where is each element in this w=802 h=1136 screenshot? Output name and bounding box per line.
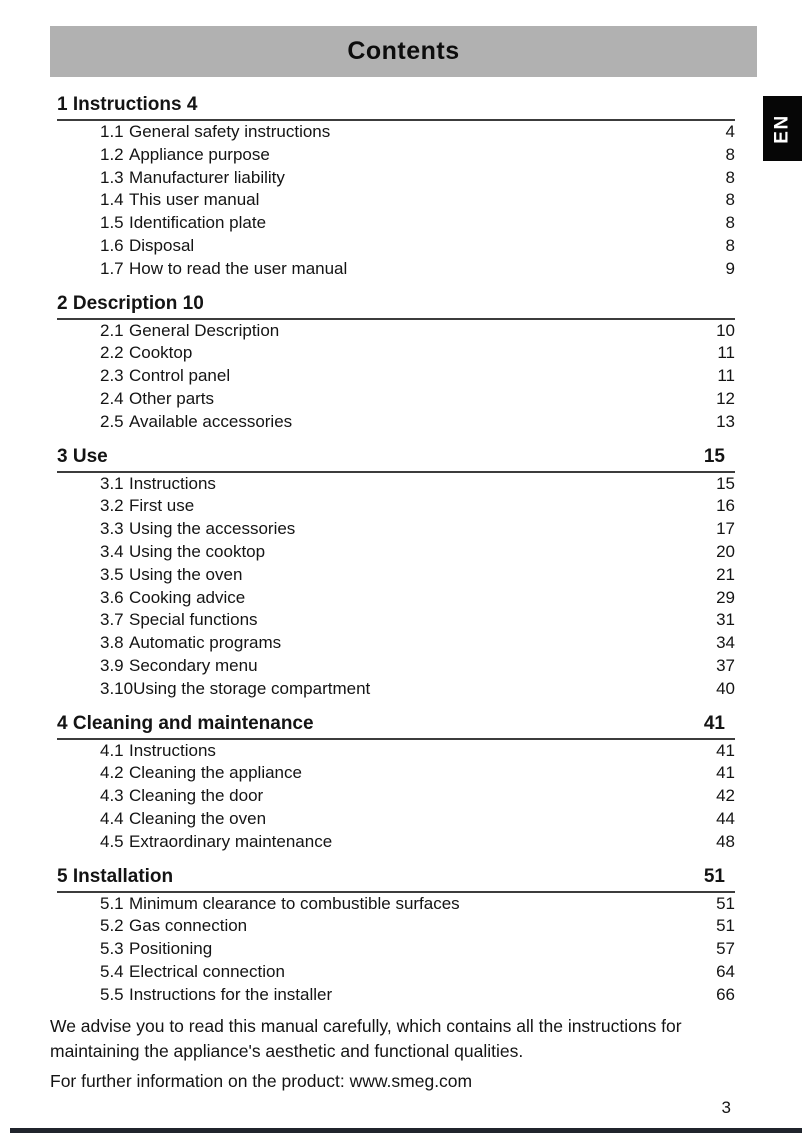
toc-item-number: 2.2 xyxy=(100,343,124,363)
section-heading-page: 41 xyxy=(703,712,725,734)
section-items xyxy=(57,893,735,1007)
section-heading-text: 5 Installation xyxy=(57,865,174,887)
page-number: 3 xyxy=(721,1098,731,1117)
toc-item-label: Special functions xyxy=(129,610,258,630)
toc-item-number: 1.1 xyxy=(100,122,124,141)
toc xyxy=(57,93,735,1007)
toc-item-page: 17 xyxy=(716,519,735,539)
toc-item-number: 3.9 xyxy=(100,655,124,675)
toc-item-number: 1.2 xyxy=(100,144,124,164)
toc-item-label: Manufacturer liability xyxy=(129,167,285,187)
toc-item-number: 4.1 xyxy=(100,740,124,760)
toc-item-page: 66 xyxy=(716,984,735,1004)
toc-item-page: 16 xyxy=(716,496,735,516)
toc-item-label: Control panel xyxy=(129,366,231,386)
toc-item xyxy=(57,342,735,365)
toc-item-number: 5.5 xyxy=(100,984,124,1004)
toc-item-page: 8 xyxy=(725,190,735,210)
toc-item-label: Cleaning the door xyxy=(129,786,264,806)
toc-content xyxy=(50,93,735,1118)
toc-item-label: Using the cooktop xyxy=(129,541,266,561)
bottom-edge-bar xyxy=(10,1128,802,1133)
toc-item-number: 3.4 xyxy=(100,541,124,561)
page-title: Contents xyxy=(347,37,460,65)
toc-item-label: Appliance purpose xyxy=(129,144,270,164)
toc-item xyxy=(57,388,735,411)
toc-item xyxy=(57,808,735,831)
toc-item-label: Available accessories xyxy=(129,411,293,431)
toc-item-label: Cooktop xyxy=(129,343,193,363)
section-items xyxy=(57,473,735,701)
toc-item-number: 3.7 xyxy=(100,610,124,630)
toc-item-number: 4.5 xyxy=(100,831,124,851)
toc-item xyxy=(57,609,735,632)
toc-item xyxy=(57,167,735,190)
toc-item xyxy=(57,564,735,587)
toc-item-number: 5.3 xyxy=(100,939,124,959)
toc-item-label: Automatic programs xyxy=(129,633,282,653)
section-items xyxy=(57,121,735,281)
toc-item-label: Secondary menu xyxy=(129,655,258,675)
footer-info: For further information on the product: www.smeg.com xyxy=(50,1070,473,1091)
toc-item-number: 4.4 xyxy=(100,808,124,828)
toc-item-label: How to read the user manual xyxy=(129,258,348,278)
toc-item-label: Gas connection xyxy=(129,916,248,936)
section-heading xyxy=(57,445,735,473)
toc-item-number: 2.5 xyxy=(100,411,124,431)
toc-section xyxy=(57,292,735,434)
toc-item-label: Instructions xyxy=(129,740,216,760)
toc-item-page: 31 xyxy=(716,610,735,630)
toc-item xyxy=(57,495,735,518)
section-heading-page: 15 xyxy=(703,445,725,467)
section-heading xyxy=(57,292,735,320)
toc-section xyxy=(57,865,735,1007)
toc-item-number: 1.4 xyxy=(100,190,124,210)
section-heading-page: 51 xyxy=(703,865,725,887)
toc-item-page: 48 xyxy=(716,831,735,851)
toc-item xyxy=(57,144,735,167)
toc-item xyxy=(57,655,735,678)
toc-item-page: 57 xyxy=(716,939,735,959)
toc-item-page: 40 xyxy=(716,678,735,698)
toc-item-number: 5.1 xyxy=(100,893,124,913)
toc-item-number: 1.5 xyxy=(100,213,124,233)
language-tab xyxy=(763,96,802,161)
toc-item-number: 3.6 xyxy=(100,587,124,607)
toc-item xyxy=(57,518,735,541)
section-heading-text: 1 Instructions 4 xyxy=(57,94,198,115)
toc-item-number: 3.5 xyxy=(100,564,124,584)
toc-item-page: 64 xyxy=(716,961,735,981)
toc-item-page: 15 xyxy=(716,473,735,493)
toc-item-page: 41 xyxy=(716,763,735,783)
toc-item-number: 3.1 xyxy=(100,473,124,493)
toc-section xyxy=(57,712,735,854)
toc-item-page: 37 xyxy=(716,655,735,675)
toc-item-page: 20 xyxy=(716,541,735,561)
toc-item-number: 5.2 xyxy=(100,916,124,936)
toc-item-label: First use xyxy=(129,496,195,516)
toc-item-label: Minimum clearance to combustible surfaces xyxy=(129,893,460,913)
language-tab-label: EN xyxy=(771,113,793,144)
toc-item-label: This user manual xyxy=(129,190,260,210)
toc-item-number: 3.2 xyxy=(100,496,124,516)
toc-item-page: 44 xyxy=(716,808,735,828)
toc-item xyxy=(57,893,735,916)
toc-item-page: 9 xyxy=(725,258,735,278)
toc-item-label: Instructions for the installer xyxy=(129,984,333,1004)
toc-item-label: General safety instructions xyxy=(129,122,331,141)
section-heading-text: 3 Use xyxy=(57,445,108,467)
toc-item xyxy=(57,235,735,258)
section-heading xyxy=(57,93,735,121)
toc-item-number: 2.3 xyxy=(100,366,124,386)
toc-item-page: 13 xyxy=(716,411,735,431)
toc-item xyxy=(57,961,735,984)
toc-item xyxy=(57,938,735,961)
toc-item-number: 3.10 xyxy=(100,678,134,698)
toc-item xyxy=(57,121,735,144)
toc-item xyxy=(57,632,735,655)
toc-item-page: 8 xyxy=(725,144,735,164)
section-items xyxy=(57,320,735,434)
toc-item-page: 8 xyxy=(725,235,735,255)
toc-item-page: 34 xyxy=(716,633,735,653)
toc-item xyxy=(57,541,735,564)
toc-item xyxy=(57,762,735,785)
toc-item xyxy=(57,587,735,610)
toc-item-label: Disposal xyxy=(129,235,195,255)
section-heading xyxy=(57,865,735,893)
toc-item xyxy=(57,678,735,701)
toc-item-label: Using the accessories xyxy=(129,519,296,539)
toc-item xyxy=(57,984,735,1007)
section-heading xyxy=(57,712,735,740)
toc-item-page: 42 xyxy=(716,786,735,806)
toc-item-label: Identification plate xyxy=(129,213,267,233)
toc-item xyxy=(57,320,735,343)
toc-item-label: Positioning xyxy=(129,939,213,959)
toc-item xyxy=(57,212,735,235)
toc-item-number: 1.3 xyxy=(100,167,124,187)
section-heading-text: 4 Cleaning and maintenance xyxy=(57,712,314,734)
toc-item-number: 4.2 xyxy=(100,763,124,783)
toc-item-label: Extraordinary maintenance xyxy=(129,831,333,851)
contents-header-banner xyxy=(50,26,757,77)
toc-item xyxy=(57,740,735,763)
toc-item xyxy=(57,785,735,808)
toc-item-number: 2.1 xyxy=(100,320,124,340)
toc-item xyxy=(57,258,735,281)
toc-item-label: Cleaning the oven xyxy=(129,808,267,828)
toc-item-label: Instructions xyxy=(129,473,216,493)
toc-item-page: 21 xyxy=(716,564,735,584)
toc-item-page: 51 xyxy=(716,893,735,913)
toc-item-label: Cooking advice xyxy=(129,587,246,607)
toc-item-number: 5.4 xyxy=(100,961,124,981)
toc-item xyxy=(57,473,735,496)
footer-note: We advise you to read this manual carefully, which contains all the instructions for maintaining the appliance's aesthetic and functional qualities. xyxy=(50,1015,682,1061)
toc-item xyxy=(57,915,735,938)
toc-section xyxy=(57,445,735,701)
toc-item-label: Other parts xyxy=(129,388,215,408)
toc-item-page: 11 xyxy=(717,343,735,363)
toc-item-page: 10 xyxy=(716,320,735,340)
toc-item-number: 2.4 xyxy=(100,388,124,408)
toc-item xyxy=(57,189,735,212)
toc-item xyxy=(57,831,735,854)
toc-item-label: Cleaning the appliance xyxy=(129,763,302,783)
toc-item-page: 11 xyxy=(717,366,735,386)
toc-section xyxy=(57,93,735,281)
toc-item-number: 1.7 xyxy=(100,258,124,278)
toc-item-page: 4 xyxy=(725,122,735,141)
toc-item-label: Using the oven xyxy=(129,564,243,584)
toc-item-page: 8 xyxy=(725,167,735,187)
toc-item-page: 12 xyxy=(716,388,735,408)
toc-item-label: Electrical connection xyxy=(129,961,285,981)
toc-item xyxy=(57,411,735,434)
section-items xyxy=(57,740,735,854)
toc-item-number: 1.6 xyxy=(100,235,124,255)
toc-item xyxy=(57,365,735,388)
toc-item-number: 3.3 xyxy=(100,519,124,539)
toc-item-page: 41 xyxy=(716,740,735,760)
toc-item-number: 4.3 xyxy=(100,786,124,806)
toc-item-label: Using the storage compartment xyxy=(133,678,371,698)
section-heading-text: 2 Description 10 xyxy=(57,292,204,314)
toc-item-number: 3.8 xyxy=(100,633,124,653)
toc-item-page: 8 xyxy=(725,213,735,233)
toc-item-page: 29 xyxy=(716,587,735,607)
toc-item-page: 51 xyxy=(716,916,735,936)
toc-item-label: General Description xyxy=(129,320,280,340)
